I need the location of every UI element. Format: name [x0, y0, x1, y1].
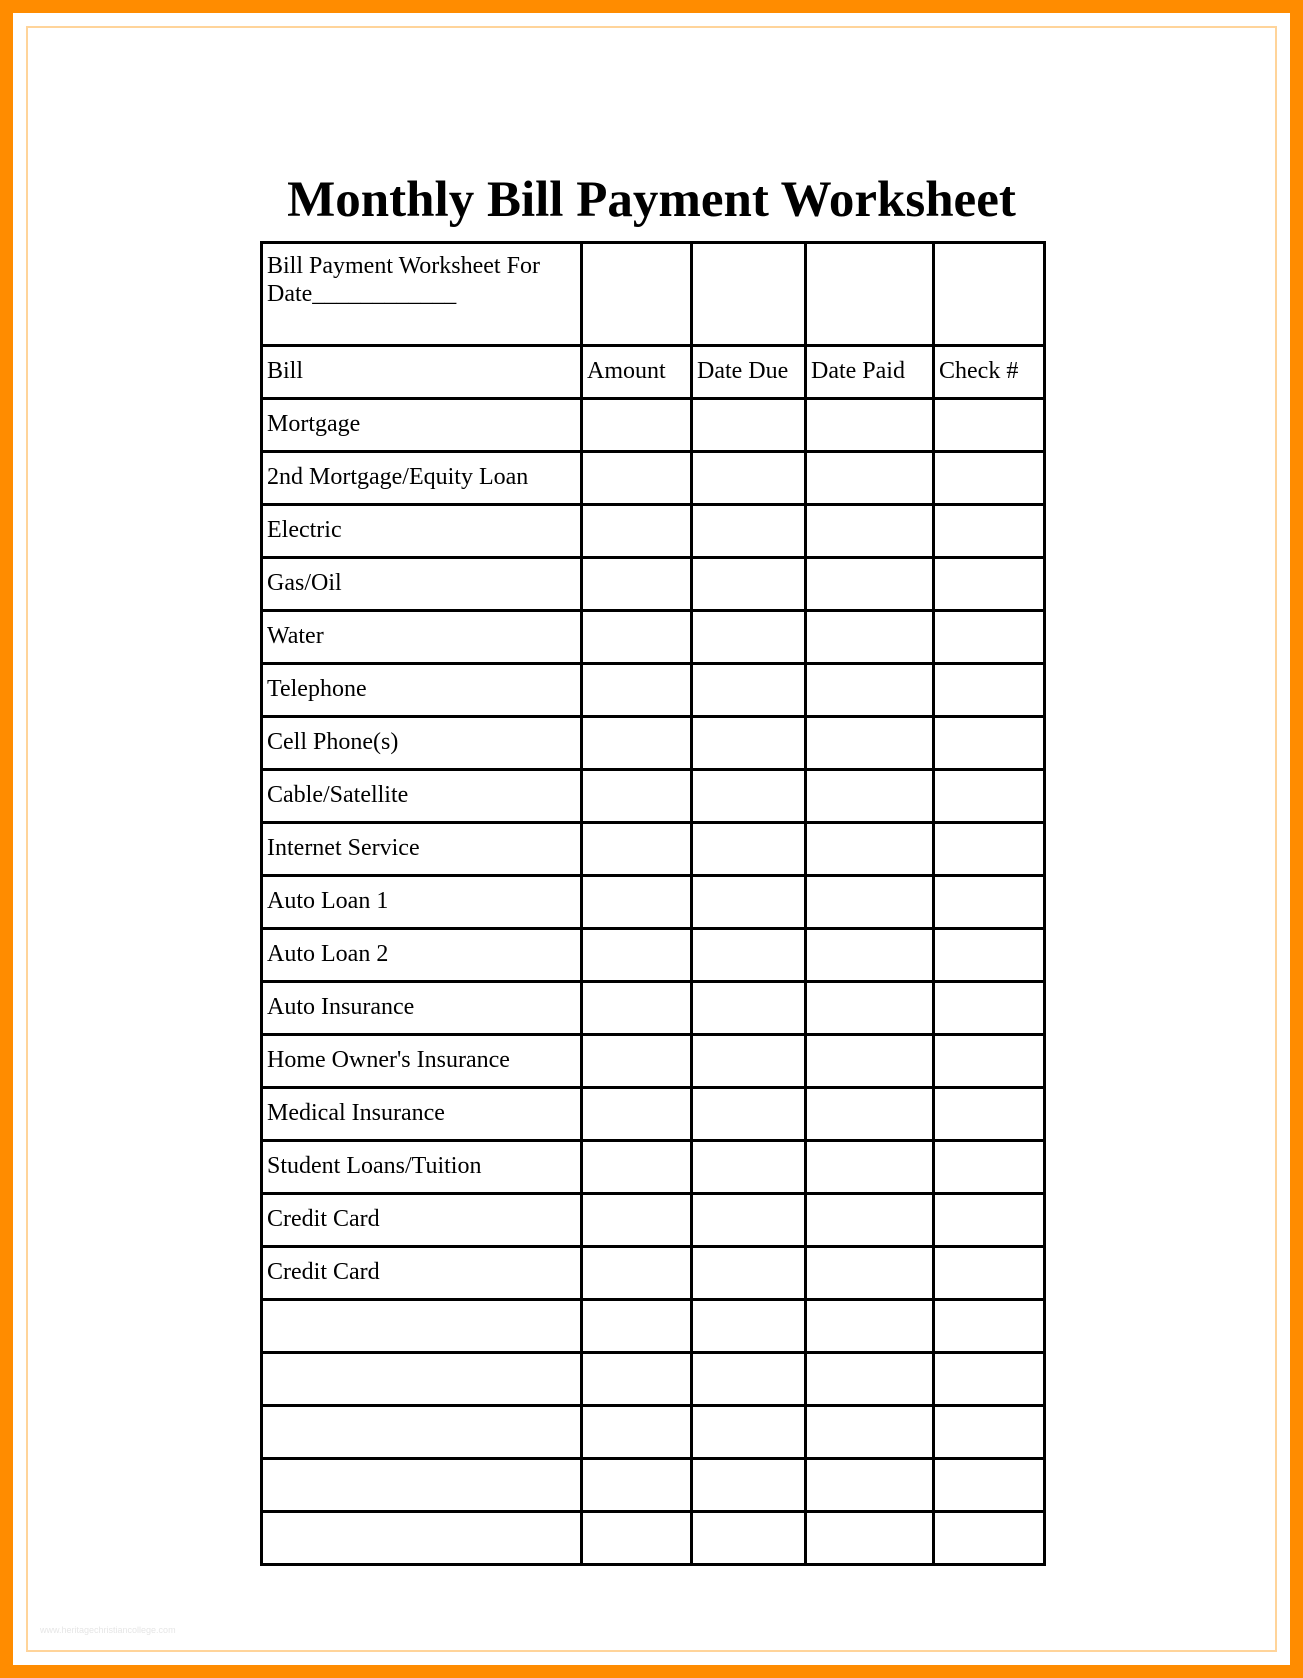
bill-name-cell: Home Owner's Insurance	[262, 1035, 582, 1088]
amount-cell[interactable]	[582, 611, 692, 664]
bill-row	[262, 823, 1045, 876]
bill-row	[262, 1353, 1045, 1406]
check-number-cell[interactable]	[934, 1353, 1045, 1406]
bill-name-cell: Auto Insurance	[262, 982, 582, 1035]
check-number-cell[interactable]	[934, 1300, 1045, 1353]
bill-row	[262, 929, 1045, 982]
check-number-cell[interactable]	[934, 717, 1045, 770]
date-due-cell[interactable]	[692, 1459, 806, 1512]
date-paid-cell[interactable]	[806, 399, 934, 452]
date-paid-cell[interactable]	[806, 717, 934, 770]
amount-cell[interactable]	[582, 452, 692, 505]
check-number-cell[interactable]	[934, 611, 1045, 664]
bill-name-cell	[262, 1459, 582, 1512]
date-due-cell[interactable]	[692, 1300, 806, 1353]
intro-cell	[262, 243, 582, 346]
bill-name-cell	[262, 1300, 582, 1353]
check-number-cell[interactable]	[934, 1247, 1045, 1300]
check-number-cell[interactable]	[934, 1035, 1045, 1088]
column-header-row	[262, 346, 1045, 399]
bill-row	[262, 1088, 1045, 1141]
check-number-cell[interactable]	[934, 399, 1045, 452]
bill-row	[262, 1035, 1045, 1088]
date-due-cell[interactable]	[692, 399, 806, 452]
date-paid-cell[interactable]	[806, 1406, 934, 1459]
bill-name-cell: 2nd Mortgage/Equity Loan	[262, 452, 582, 505]
date-due-cell[interactable]	[692, 1512, 806, 1565]
date-paid-cell[interactable]	[806, 611, 934, 664]
bill-row	[262, 1300, 1045, 1353]
date-due-cell[interactable]	[692, 664, 806, 717]
date-paid-cell[interactable]	[806, 558, 934, 611]
bill-name-cell: Gas/Oil	[262, 558, 582, 611]
date-paid-cell[interactable]	[806, 1247, 934, 1300]
date-field[interactable]: Date____________	[267, 281, 457, 307]
bill-row	[262, 1459, 1045, 1512]
bill-name-cell	[262, 1512, 582, 1565]
bill-name-cell: Mortgage	[262, 399, 582, 452]
date-paid-cell[interactable]	[806, 1088, 934, 1141]
check-number-cell[interactable]	[934, 558, 1045, 611]
bill-row	[262, 1406, 1045, 1459]
check-number-cell[interactable]	[934, 823, 1045, 876]
bill-row	[262, 982, 1045, 1035]
bill-name-cell	[262, 1353, 582, 1406]
bill-row	[262, 664, 1045, 717]
amount-cell[interactable]	[582, 1512, 692, 1565]
bill-name-cell: Credit Card	[262, 1194, 582, 1247]
amount-cell[interactable]	[582, 1141, 692, 1194]
date-due-cell[interactable]	[692, 1035, 806, 1088]
amount-cell[interactable]	[582, 399, 692, 452]
amount-cell[interactable]	[582, 1406, 692, 1459]
date-paid-cell[interactable]	[806, 1141, 934, 1194]
date-paid-cell[interactable]	[806, 1194, 934, 1247]
bill-row	[262, 1512, 1045, 1565]
date-due-cell[interactable]	[692, 558, 806, 611]
watermark: www.heritagechristiancollege.com	[40, 1625, 176, 1635]
bill-row	[262, 1194, 1045, 1247]
check-number-cell[interactable]	[934, 1194, 1045, 1247]
amount-cell[interactable]	[582, 1035, 692, 1088]
bill-row	[262, 770, 1045, 823]
check-number-cell[interactable]	[934, 1459, 1045, 1512]
bill-name-cell: Auto Loan 2	[262, 929, 582, 982]
amount-cell[interactable]	[582, 1459, 692, 1512]
bill-name-cell: Medical Insurance	[262, 1088, 582, 1141]
date-paid-cell[interactable]	[806, 770, 934, 823]
intro-line-1: Bill Payment Worksheet For	[267, 253, 540, 279]
date-due-cell[interactable]	[692, 876, 806, 929]
date-paid-cell[interactable]	[806, 929, 934, 982]
bill-row	[262, 505, 1045, 558]
date-due-cell[interactable]	[692, 770, 806, 823]
amount-cell[interactable]	[582, 717, 692, 770]
bill-row	[262, 452, 1045, 505]
date-due-cell[interactable]	[692, 929, 806, 982]
intro-row	[262, 243, 1045, 346]
amount-cell[interactable]	[582, 929, 692, 982]
bill-row	[262, 399, 1045, 452]
date-due-cell[interactable]	[692, 611, 806, 664]
page-title: Monthly Bill Payment Worksheet	[287, 172, 1016, 228]
date-due-cell[interactable]	[692, 505, 806, 558]
date-paid-cell[interactable]	[806, 876, 934, 929]
bill-name-cell: Telephone	[262, 664, 582, 717]
date-due-cell[interactable]	[692, 1406, 806, 1459]
amount-cell[interactable]	[582, 982, 692, 1035]
bill-name-cell: Cell Phone(s)	[262, 717, 582, 770]
date-paid-cell[interactable]	[806, 452, 934, 505]
intro-blank-cell	[582, 243, 692, 346]
amount-cell[interactable]	[582, 1088, 692, 1141]
date-paid-cell[interactable]	[806, 823, 934, 876]
amount-cell[interactable]	[582, 770, 692, 823]
date-due-cell[interactable]	[692, 452, 806, 505]
bill-name-cell: Student Loans/Tuition	[262, 1141, 582, 1194]
date-due-cell[interactable]	[692, 1141, 806, 1194]
amount-cell[interactable]	[582, 1194, 692, 1247]
check-number-cell[interactable]	[934, 982, 1045, 1035]
column-header-date-paid: Date Paid	[806, 346, 934, 399]
amount-cell[interactable]	[582, 505, 692, 558]
check-number-cell[interactable]	[934, 876, 1045, 929]
bill-row	[262, 876, 1045, 929]
date-due-cell[interactable]	[692, 823, 806, 876]
bill-name-cell: Water	[262, 611, 582, 664]
bill-row	[262, 1141, 1045, 1194]
bill-worksheet-table	[260, 241, 1046, 1566]
date-paid-cell[interactable]	[806, 1353, 934, 1406]
amount-cell[interactable]	[582, 558, 692, 611]
amount-cell[interactable]	[582, 1247, 692, 1300]
check-number-cell[interactable]	[934, 664, 1045, 717]
bill-name-cell: Cable/Satellite	[262, 770, 582, 823]
intro-blank-cell	[692, 243, 806, 346]
date-due-cell[interactable]	[692, 1247, 806, 1300]
date-paid-cell[interactable]	[806, 505, 934, 558]
date-due-cell[interactable]	[692, 1353, 806, 1406]
intro-blank-cell	[806, 243, 934, 346]
bill-row	[262, 611, 1045, 664]
date-due-cell[interactable]	[692, 1088, 806, 1141]
check-number-cell[interactable]	[934, 770, 1045, 823]
check-number-cell[interactable]	[934, 1512, 1045, 1565]
amount-cell[interactable]	[582, 1353, 692, 1406]
date-due-cell[interactable]	[692, 1194, 806, 1247]
amount-cell[interactable]	[582, 876, 692, 929]
bill-name-cell: Credit Card	[262, 1247, 582, 1300]
date-paid-cell[interactable]	[806, 1512, 934, 1565]
amount-cell[interactable]	[582, 1300, 692, 1353]
bill-name-cell	[262, 1406, 582, 1459]
column-header-date-due: Date Due	[692, 346, 806, 399]
amount-cell[interactable]	[582, 823, 692, 876]
date-due-cell[interactable]	[692, 982, 806, 1035]
check-number-cell[interactable]	[934, 1406, 1045, 1459]
date-paid-cell[interactable]	[806, 1300, 934, 1353]
check-number-cell[interactable]	[934, 929, 1045, 982]
bill-name-cell: Electric	[262, 505, 582, 558]
date-paid-cell[interactable]	[806, 1035, 934, 1088]
column-header-bill: Bill	[262, 346, 582, 399]
amount-cell[interactable]	[582, 664, 692, 717]
date-paid-cell[interactable]	[806, 1459, 934, 1512]
check-number-cell[interactable]	[934, 452, 1045, 505]
bill-name-cell: Internet Service	[262, 823, 582, 876]
check-number-cell[interactable]	[934, 1088, 1045, 1141]
date-paid-cell[interactable]	[806, 664, 934, 717]
column-header-check-number: Check #	[934, 346, 1045, 399]
bill-row	[262, 558, 1045, 611]
check-number-cell[interactable]	[934, 1141, 1045, 1194]
bill-row	[262, 1247, 1045, 1300]
date-paid-cell[interactable]	[806, 982, 934, 1035]
check-number-cell[interactable]	[934, 505, 1045, 558]
intro-blank-cell	[934, 243, 1045, 346]
bill-row	[262, 717, 1045, 770]
bill-name-cell: Auto Loan 1	[262, 876, 582, 929]
column-header-amount: Amount	[582, 346, 692, 399]
date-due-cell[interactable]	[692, 717, 806, 770]
